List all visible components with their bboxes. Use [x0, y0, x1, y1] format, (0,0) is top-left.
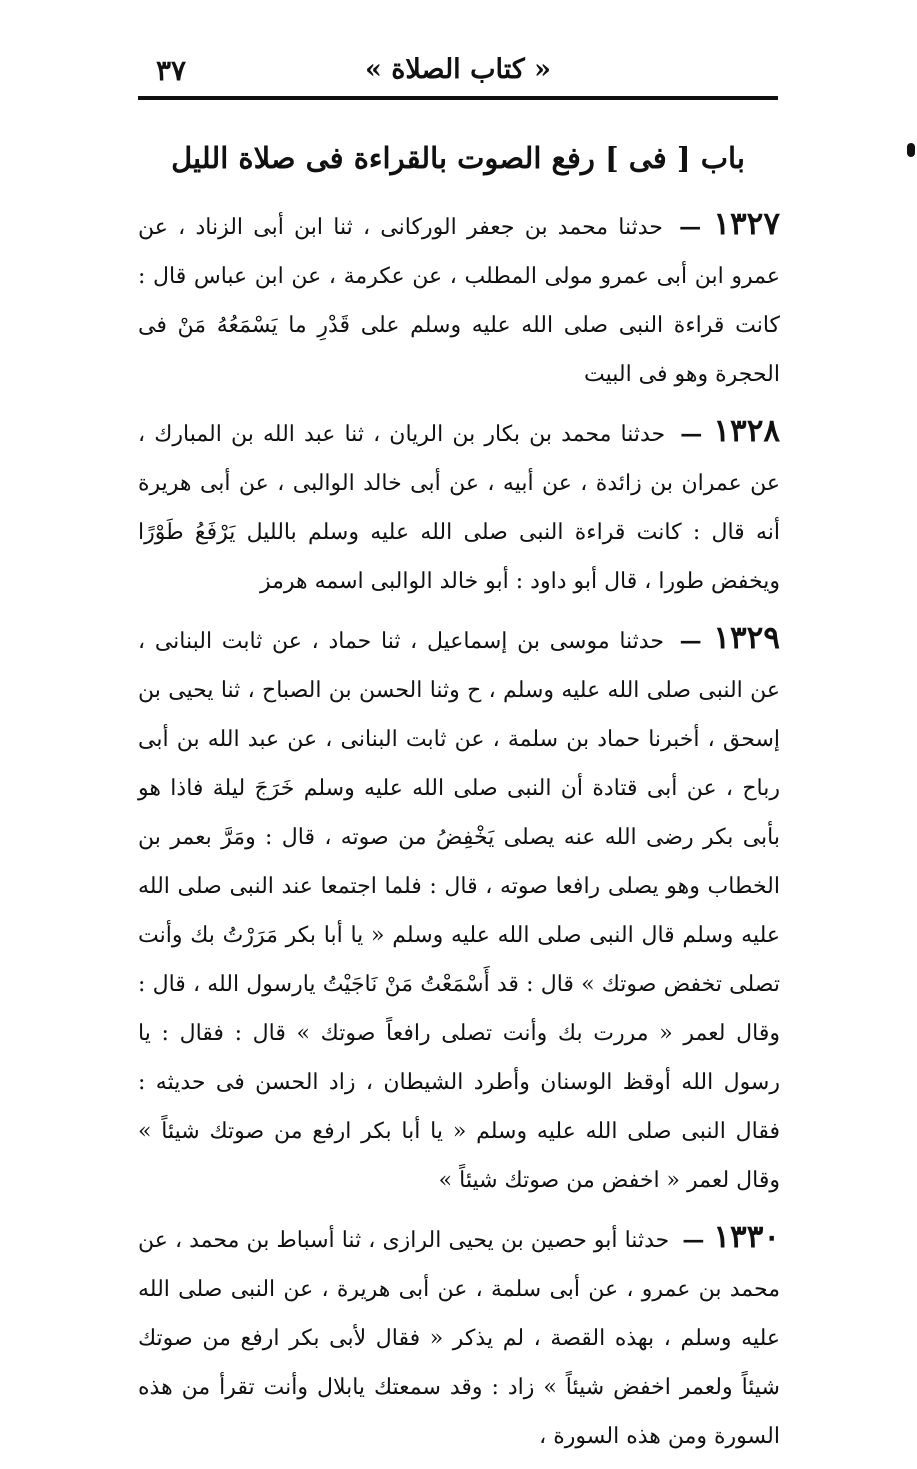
hadith-dash: —: [680, 421, 703, 447]
hadith-list: [138, 200, 780, 1469]
hadith-text: حدثنا محمد بن جعفر الوركانى ، ثنا ابن أبى الزناد ، عن عمرو ابن أبى عمرو مولى المطلب ، عن عكرمة ، عن ابن عباس قال : كانت قراءة النبى صلى الله عليه وسلم على قَدْرِ ما يَسْمَعُهُ مَنْ فى الحجرة وهو فى البيت: [138, 215, 780, 387]
hadith-paragraph: [138, 1213, 780, 1461]
hadith-dash: —: [679, 628, 702, 654]
running-title: « كتاب الصلاة »: [365, 54, 551, 85]
hadith-paragraph: [138, 407, 780, 606]
chapter-title: باب [ فى ] رفع الصوت بالقراءة فى صلاة الليل: [171, 141, 745, 175]
hadith-number: ١٣٢٨: [713, 413, 780, 449]
edge-mark: [907, 143, 915, 157]
hadith-paragraph: [138, 200, 780, 399]
hadith-dash: —: [679, 214, 702, 240]
header-rule: [138, 96, 778, 100]
page-number: ٣٧: [156, 54, 187, 87]
hadith-number: ١٣٢٧: [713, 206, 780, 242]
hadith-number: ١٣٣٠: [713, 1219, 781, 1255]
hadith-dash: —: [682, 1227, 705, 1253]
hadith-text: حدثنا محمد بن بكار بن الريان ، ثنا عبد الله بن المبارك ، عن عمران بن زائدة ، عن أبيه ، عن أبى خالد الوالبى ، عن أبى هريرة أنه قال : كانت قراءة النبى صلى الله عليه وسلم بالليل يَرْفَعُ طَوْرًا ويخفض طورا ، قال أبو داود : أبو خالد الوالبى اسمه هرمز: [138, 422, 780, 594]
hadith-paragraph: [138, 614, 780, 1205]
hadith-number: ١٣٢٩: [713, 620, 780, 656]
running-header: [138, 50, 778, 96]
hadith-text: حدثنا أبو حصين بن يحيى الرازى ، ثنا أسباط بن محمد ، عن محمد بن عمرو ، عن أبى سلمة ، عن أبى هريرة ، عن النبى صلى الله عليه وسلم ، بهذه القصة ، لم يذكر « فقال لأبى بكر ارفع من صوتك شيئاً ولعمر اخفض شيئاً » زاد : وقد سمعتك يابلال وأنت تقرأ من هذه السورة ومن هذه السورة ،: [138, 1228, 780, 1449]
hadith-text: حدثنا موسى بن إسماعيل ، ثنا حماد ، عن ثابت البنانى ، عن النبى صلى الله عليه وسلم ، ح وثنا الحسن بن الصباح ، ثنا يحيى بن إسحق ، أخبرنا حماد بن سلمة ، عن ثابت البنانى ، عن عبد الله بن أبى رباح ، عن أبى قتادة أن النبى صلى الله عليه وسلم خَرَجَ ليلة فاذا هو بأبى بكر رضى الله عنه يصلى يَخْفِضُ من صوته ، قال : ومَرَّ بعمر بن الخطاب وهو يصلى رافعا صوته ، قال : فلما اجتمعا عند النبى صلى الله عليه وسلم قال النبى صلى الله عليه وسلم « يا أبا بكر مَرَرْتُ بك وأنت تصلى تخفض صوتك » قال : قد أَسْمَعْتُ مَنْ نَاجَيْتُ يارسول الله ، قال : وقال لعمر « مررت بك وأنت تصلى رافعاً صوتك » قال : فقال : يا رسول الله أوقظ الوسنان وأطرد الشيطان ، زاد الحسن فى حديثه : فقال النبى صلى الله عليه وسلم « يا أبا بكر ارفع من صوتك شيئاً » وقال لعمر « اخفض من صوتك شيئاً »: [138, 629, 780, 1193]
